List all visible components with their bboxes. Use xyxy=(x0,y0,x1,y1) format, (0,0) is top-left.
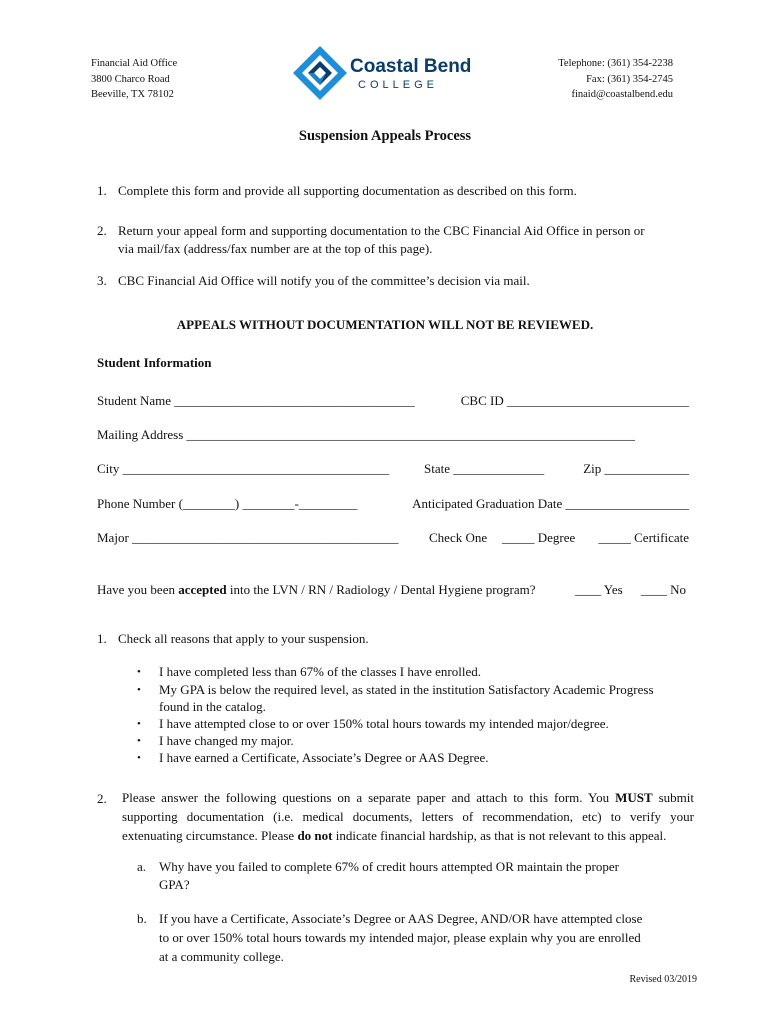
address-row xyxy=(97,427,689,443)
page-title: Suspension Appeals Process xyxy=(298,128,472,144)
step-number: 1. xyxy=(97,183,107,198)
telephone: Telephone: (361) 354-2238 xyxy=(558,58,673,69)
step-number: 2. xyxy=(97,223,107,238)
emphasis-text: do not xyxy=(297,828,333,843)
reasons-heading: Check all reasons that apply to your suspension. xyxy=(118,631,369,646)
address-line: Beeville, TX 78102 xyxy=(91,89,174,100)
fax: Fax: (361) 354-2745 xyxy=(586,73,673,85)
phone-row xyxy=(97,496,689,512)
major-field[interactable]: Major _________________________________________ xyxy=(97,530,399,545)
degree-option[interactable]: _____ Degree xyxy=(502,530,576,545)
emphasis-text: MUST xyxy=(615,790,653,805)
step-text: Complete this form and provide all supporting documentation as described on this form. xyxy=(118,183,577,198)
text-run: extenuating circumstance. Please xyxy=(122,828,298,843)
name-row xyxy=(97,393,689,409)
address-line: 3800 Charco Road xyxy=(91,73,170,85)
state-field[interactable]: State ______________ xyxy=(424,461,545,476)
yes-option[interactable]: ____ Yes xyxy=(575,582,623,597)
reason-item[interactable]: I have changed my major. xyxy=(159,733,294,748)
text-run: submit xyxy=(652,790,694,805)
graduation-date-field[interactable]: Anticipated Graduation Date ___________________ xyxy=(412,496,689,511)
section-number: 1. xyxy=(97,631,107,646)
city-field[interactable]: City _________________________________________ xyxy=(97,461,390,476)
sub-question-text: to or over 150% total hours towards my intended major, please explain why you are enrolled xyxy=(159,930,641,945)
revision-date: Revised 03/2019 xyxy=(629,974,697,985)
mailing-address-field[interactable]: Mailing Address _____________________________________________________________________ xyxy=(97,427,636,442)
logo-main-text: Coastal Bend xyxy=(350,56,472,77)
questions-intro-line xyxy=(122,790,694,806)
bullet-icon: • xyxy=(137,735,141,747)
sub-question-letter: a. xyxy=(137,859,147,874)
email-link[interactable]: finaid@coastalbend.edu xyxy=(571,89,673,100)
sub-question-text: Why have you failed to complete 67% of credit hours attempted OR maintain the proper xyxy=(159,859,619,874)
college-logo xyxy=(292,44,472,102)
reason-item[interactable]: I have completed less than 67% of the classes I have enrolled. xyxy=(159,664,481,679)
student-name-field[interactable]: Student Name _____________________________________ xyxy=(97,393,415,408)
sub-question-text: If you have a Certificate, Associate’s Degree or AAS Degree, AND/OR have attempted close xyxy=(159,911,643,926)
step-text: Return your appeal form and supporting documentation to the CBC Financial Aid Office in person or xyxy=(118,223,645,238)
accepted-question xyxy=(97,582,689,598)
sub-question-text: GPA? xyxy=(159,877,190,892)
step-number: 3. xyxy=(97,273,107,288)
check-one-label: Check One xyxy=(429,530,488,545)
cbc-id-field[interactable]: CBC ID ____________________________ xyxy=(460,393,689,408)
questions-intro-line xyxy=(122,828,666,844)
questions-intro-line: supporting documentation (i.e. medical documents, letters of recommendation, etc) to verify your xyxy=(122,809,694,824)
bullet-icon: • xyxy=(137,718,141,730)
reason-item[interactable]: I have earned a Certificate, Associate’s Degree or AAS Degree. xyxy=(159,750,489,765)
section-number: 2. xyxy=(97,791,107,806)
bullet-icon: • xyxy=(137,752,141,764)
bullet-icon: • xyxy=(137,666,141,678)
address-line: Financial Aid Office xyxy=(91,58,178,69)
step-text: via mail/fax (address/fax number are at the top of this page). xyxy=(118,241,433,256)
office-contact xyxy=(558,56,673,103)
office-address xyxy=(91,56,177,103)
warning-text: APPEALS WITHOUT DOCUMENTATION WILL NOT BE REVIEWED. xyxy=(176,317,594,332)
text-run: indicate financial hardship, as that is not relevant to this appeal. xyxy=(332,828,667,843)
bullet-icon: • xyxy=(137,684,141,696)
reason-item[interactable]: My GPA is below the required level, as stated in the institution Satisfactory Academic Progress xyxy=(159,682,654,697)
section-heading: Student Information xyxy=(97,355,212,370)
question-bold: accepted xyxy=(178,582,227,597)
reason-item-continued: found in the catalog. xyxy=(159,699,266,714)
logo-sub-text: COLLEGE xyxy=(358,79,438,91)
reason-item[interactable]: I have attempted close to or over 150% total hours towards my intended major/degree. xyxy=(159,716,609,731)
sub-question-letter: b. xyxy=(137,911,147,926)
step-text: CBC Financial Aid Office will notify you of the committee’s decision via mail. xyxy=(118,273,530,288)
zip-field[interactable]: Zip _____________ xyxy=(583,461,689,476)
certificate-option[interactable]: _____ Certificate xyxy=(598,530,689,545)
phone-field[interactable]: Phone Number (________) ________-_________ xyxy=(97,496,358,511)
question-suffix: into the LVN / RN / Radiology / Dental Hygiene program? xyxy=(226,582,536,597)
question-prefix: Have you been xyxy=(97,582,179,597)
no-option[interactable]: ____ No xyxy=(640,582,686,597)
text-run: Please answer the following questions on a separate paper and attach to this form. You xyxy=(122,790,616,805)
city-row xyxy=(97,461,689,477)
major-row xyxy=(97,530,689,546)
logo-mark-icon xyxy=(293,46,347,100)
sub-question-text: at a community college. xyxy=(159,949,284,964)
